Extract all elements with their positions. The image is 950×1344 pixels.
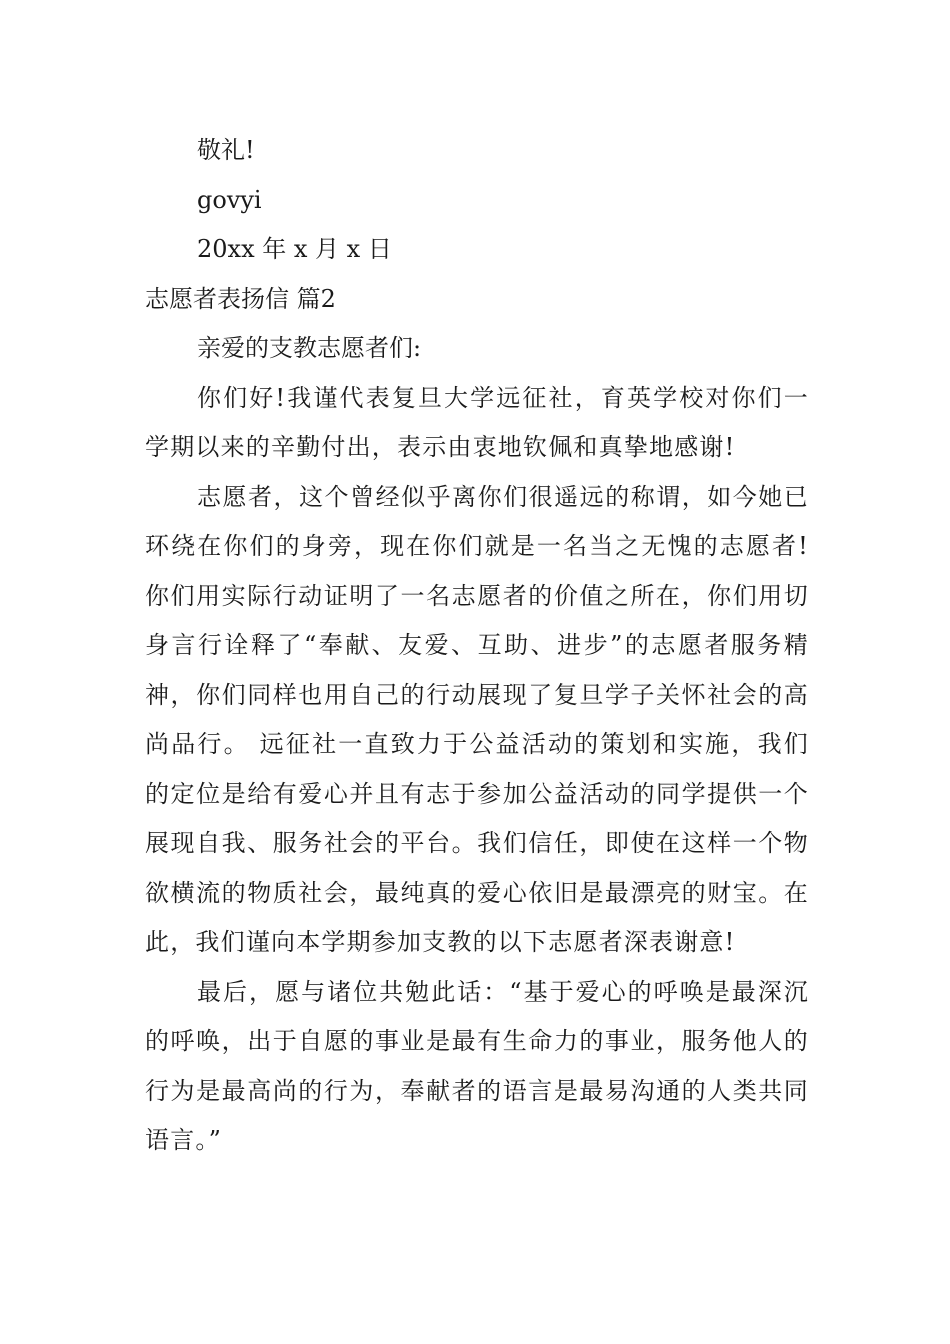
paragraph-2: 志愿者，这个曾经似乎离你们很遥远的称谓，如今她已环绕在你们的身旁，现在你们就是一名当之无愧的志愿者!你们用实际行动证明了一名志愿者的价值之所在，你们用切身言行诠释了“奉献、友爱、互助、进步”的志愿者服务精神，你们同样也用自己的行动展现了复旦学子关怀社会的高尚品行。 远征社一直致力于公益活动的策划和实施，我们的定位是给有爱心并且有志于参加公益活动的同学提供一个展现自我、服务社会的平台。我们信任，即使在这样一个物欲横流的物质社会，最纯真的爱心依旧是最漂亮的财宝。在此，我们谨向本学期参加支教的以下志愿者深表谢意! — [145, 482, 809, 956]
closing-salutation: 敬礼! — [197, 136, 255, 164]
paragraph-1: 你们好!我谨代表复旦大学远征社，育英学校对你们一学期以来的辛勤付出，表示由衷地钦佩和真挚地感谢! — [145, 383, 809, 461]
section-title: 志愿者表扬信 篇2 — [145, 284, 336, 313]
letter-body — [145, 126, 809, 1166]
paragraph-3: 最后，愿与诸位共勉此话：“基于爱心的呼唤是最深沉的呼唤，出于自愿的事业是最有生命力的事业，服务他人的行为是最高尚的行为，奉献者的语言是最易沟通的人类共同语言。” — [145, 977, 809, 1154]
letter-date: 20xx 年 x 月 x 日 — [197, 235, 392, 263]
signature: govyi — [197, 185, 262, 214]
greeting: 亲爱的支教志愿者们: — [197, 334, 422, 362]
